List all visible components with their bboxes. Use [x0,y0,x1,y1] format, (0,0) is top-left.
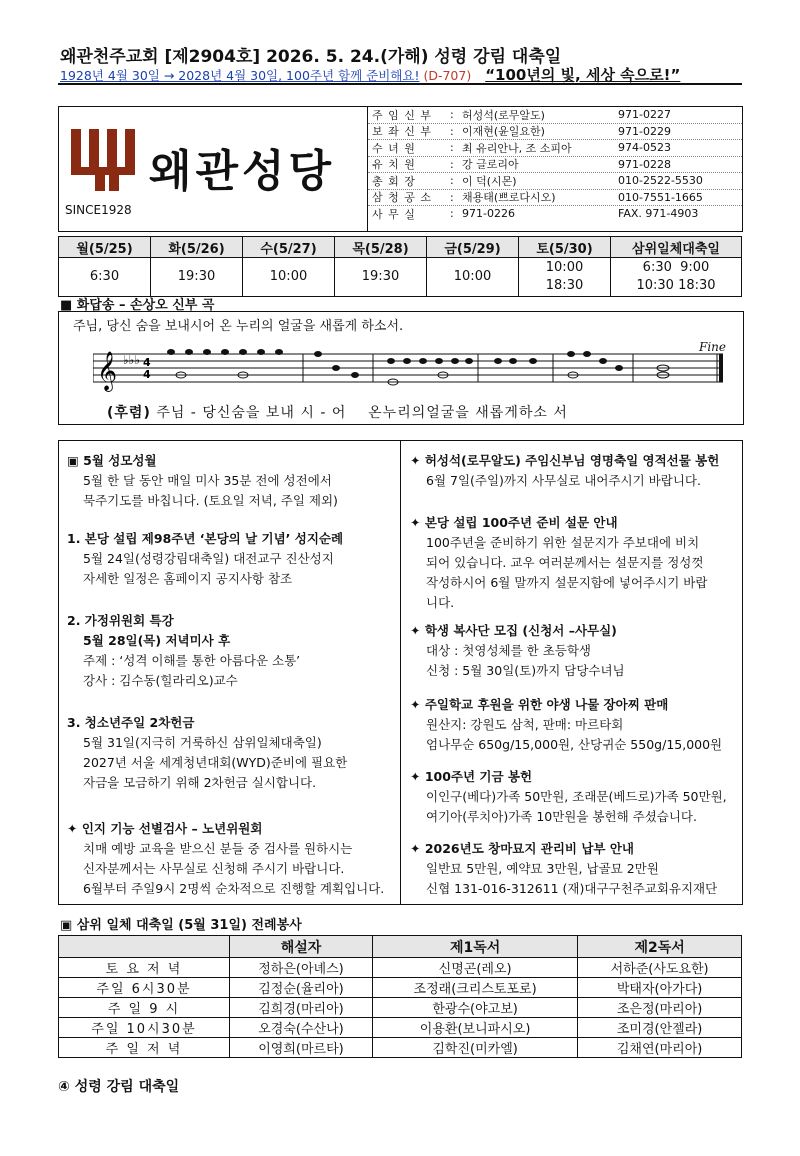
staff-row: 총 회 장 : 이 덕(시몬) 010-2522-5530 [368,173,742,190]
table-row: 주 일 저 녁 이영희(마르타) 김학진(미카엘) 김채연(마리아) [59,1038,742,1058]
announcement-item: ✦ 본당 설립 100주년 준비 설문 안내 100주년을 준비하기 위한 설문지가 주보대에 비치 되어 있습니다. 교우 여러분께서는 설문지를 정성껏 작성하시어 6월 말까지 설문지함에 넣어주시기 바랍 니다. [410,515,708,610]
psalm-verse: 주님, 당신 숨을 보내시어 온 누리의 얼굴을 새롭게 하소서. [73,319,404,334]
announcement-item: ✦ 허성석(로무알도) 주임신부님 영명축일 영적선물 봉헌 6월 7일(주일)까지 사무실로 내어주시기 바랍니다. [410,453,720,488]
mass-time: 6:30 [59,258,151,297]
announcement-item: ✦ 2026년도 창마묘지 관리비 납부 안내 일반묘 5만원, 예약묘 3만원, 납골묘 2만원 신협 131-016-312611 (재)대구구천주교회유지재단 [410,841,718,896]
church-logo-icon [69,127,143,193]
psalm-label: ■ 화답송 – 손상오 신부 곡 [60,298,215,313]
announcement-item: 1. 본당 설립 제98주년 ‘본당의 날 기념’ 성지순례 5월 24일(성령강림대축일) 대전교구 진산성지 자세한 일정은 홈페이지 공지사항 참조 [67,531,344,586]
announcement-item: ✦ 100주년 기금 봉헌 이인구(베다)가족 50만원, 조래문(베드로)가족 50만원, 여기아(루치아)가족 10만원을 봉헌해 주셨습니다. [410,769,727,824]
mass-time: 19:30 [335,258,427,297]
day-header: 삼위일체대축일 [611,237,742,258]
svg-text:𝄞: 𝄞 [97,351,118,391]
service-header-row [59,936,742,958]
parish-info-box [58,106,743,232]
announcement-item: ✦ 주일학교 후원을 위한 야생 나물 장아찌 판매 원산지: 강원도 삼척, 판매: 마르타회 엄나무순 650g/15,000원, 산당귀순 550g/15,000원 [410,697,723,752]
announcement-item: ✦ 인지 기능 선별검사 – 노년위원회 치매 예방 교육을 받으신 분들 중 검사를 원하시는 신자분께서는 사무실로 신청해 주시기 바랍니다. 6월부터 주일9시 2명씩 순차적으로 진행할 계획입니다. [67,821,385,896]
column-divider [400,441,401,904]
table-row: 주일 10시30분 오경숙(수산나) 이용환(보니파시오) 조미경(안젤라) [59,1018,742,1038]
mass-time: 6:30 9:00 10:30 18:30 [611,258,742,297]
refrain-line [107,402,568,422]
anniversary-banner [60,64,680,85]
anniversary-text: 1928년 4월 30일 → 2028년 4월 30일, 100주년 함께 준비해요! [60,68,420,83]
day-header: 화(5/26) [151,237,243,258]
day-header: 월(5/25) [59,237,151,258]
liturgy-service-table [58,935,742,1058]
day-header: 금(5/29) [427,237,519,258]
staff-row: 유 치 원 : 강 글로리아 971-0228 [368,157,742,174]
refrain-text: 주님 - 당신숨을 보내 시 - 어 온누리의얼굴을 새롭게하소 서 [156,405,568,421]
table-row: 토 요 저 녁 정하은(아녜스) 신명곤(레오) 서하준(사도요한) [59,958,742,978]
music-staff-icon [93,338,723,398]
logo-cell [59,107,368,231]
since-label: SINCE1928 [65,203,132,217]
psalm-music-box [58,311,744,425]
page-footer: ④ 성령 강림 대축일 [58,1079,180,1095]
staff-directory [368,107,742,222]
table-row: 주일 6시30분 김정순(율리아) 조정래(크리스토포로) 박태자(아가다) [59,978,742,998]
refrain-label: (후렴) [107,405,151,421]
bulletin-title: 왜관천주교회 [제2904호] 2026. 5. 24.(가해) 성령 강림 대축일 [60,47,562,67]
mass-time: 10:00 [243,258,335,297]
slogan: “100년의 빛, 세상 속으로!” [485,66,681,84]
announcement-item: 2. 가정위원회 특강 5월 28일(목) 저녁미사 후 주제 : ‘성격 이해를 통한 아름다운 소통’ 강사 : 김수동(힐라리오)교수 [67,613,301,688]
staff-row: 사 무 실 : 971-0226 FAX. 971-4903 [372,207,699,221]
staff-row: 보 좌 신 부 : 이재현(윤일요한) 971-0229 [368,124,742,141]
service-header: 해설자 [230,936,373,958]
mass-time: 10:00 18:30 [519,258,611,297]
day-header: 토(5/30) [519,237,611,258]
parish-logo-text: 왜관성당 [149,146,336,197]
schedule-header-row [59,237,742,258]
mass-time: 19:30 [151,258,243,297]
staff-row: 삼 청 공 소 : 채용태(쁘로다시오) 010-7551-1665 [368,190,742,207]
announcements-box [58,440,743,905]
fine-mark: Fine [699,340,726,354]
service-header: 제2독서 [578,936,742,958]
staff-row: 주 임 신 부 : 허성석(로무알도) 971-0227 [368,107,742,124]
day-header: 목(5/28) [335,237,427,258]
announcement-item: 3. 청소년주일 2차헌금 5월 31일(지극히 거룩하신 삼위일체대축일) 2027년 서울 세계청년대회(WYD)준비에 필요한 자금을 모금하기 위해 2차헌금 실시합니다. [67,715,348,790]
countdown: (D-707) [423,68,472,83]
header-rule [58,83,742,85]
schedule-time-row [59,258,742,297]
svg-text:♭♭♭: ♭♭♭ [123,353,140,367]
svg-text:4: 4 [143,356,151,369]
service-label: ▣ 삼위 일체 대축일 (5월 31일) 전례봉사 [60,918,302,933]
mass-time: 10:00 [427,258,519,297]
day-header: 수(5/27) [243,237,335,258]
announcement-item: ✦ 학생 복사단 모집 (신청서 –사무실) 대상 : 첫영성체를 한 초등학생 신청 : 5월 30일(토)까지 담당수녀님 [410,623,625,678]
announcement-item: ▣ 5월 성모성월 5월 한 달 동안 매일 미사 35분 전에 성전에서 묵주기도를 바칩니다. (토요일 저녁, 주일 제외) [67,453,338,508]
mass-schedule-table [58,236,742,297]
staff-row: 수 녀 원 : 최 유리안나, 조 소피아 974-0523 [368,140,742,157]
service-header: 제1독서 [372,936,577,958]
service-header [59,936,230,958]
table-row: 주 일 9 시 김희경(마리아) 한광수(야고보) 조은정(마리아) [59,998,742,1018]
svg-text:4: 4 [143,368,151,381]
